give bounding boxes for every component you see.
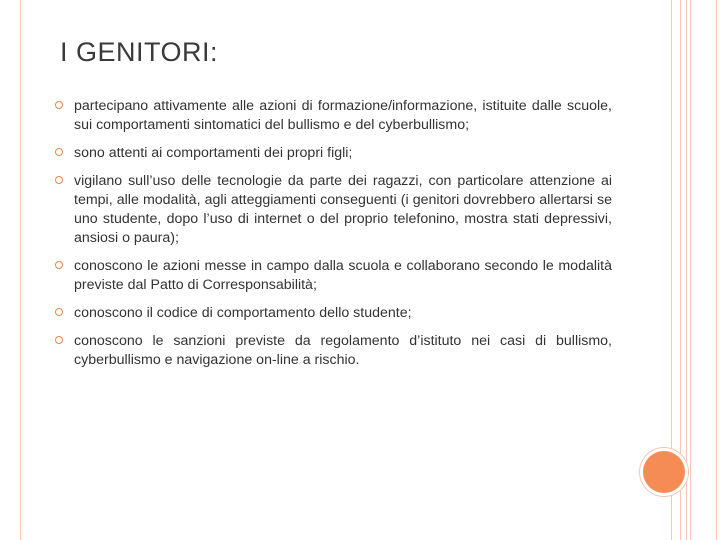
bullet-list: [52, 97, 612, 379]
list-item: [52, 172, 612, 248]
list-item-text: conoscono le sanzioni previste da regolamento d’istituto nei casi di bullismo, cyberbullismo e navigazione on-line a rischio.: [74, 333, 612, 368]
decorative-rail: [686, 0, 687, 540]
circle-outline-icon: [55, 101, 63, 109]
circle-outline-icon: [55, 308, 63, 316]
list-item-text: conoscono il codice di comportamento dello studente;: [74, 305, 412, 321]
list-item-text: partecipano attivamente alle azioni di formazione/informazione, istituite dalle scuole, sui comportamenti sintomatici del bullismo e del cyberbullismo;: [74, 98, 612, 133]
list-item: [52, 97, 612, 135]
slide-title: I GENITORI:: [60, 37, 219, 67]
list-item: [52, 257, 612, 295]
list-item-text: vigilano sull’uso delle tecnologie da parte dei ragazzi, con particolare attenzione ai tempi, alle modalità, agli atteggiamenti conseguenti (i genitori dovrebbero allertarsi se uno studente, dopo l’uso di internet o del proprio telefonino, mostra stati depressivi, ansiosi o paura);: [74, 173, 612, 246]
list-item: [52, 304, 612, 323]
list-item-text: sono attenti ai comportamenti dei propri figli;: [74, 145, 353, 161]
circle-outline-icon: [55, 336, 63, 344]
list-item: [52, 144, 612, 163]
list-item: [52, 332, 612, 370]
list-item-text: conoscono le azioni messe in campo dalla scuola e collaborano secondo le modalità previste dal Patto di Corresponsabilità;: [74, 258, 612, 293]
decorative-rail: [716, 0, 717, 540]
circle-outline-icon: [55, 176, 63, 184]
circle-outline-icon: [55, 148, 63, 156]
orange-circle-icon: [643, 451, 685, 493]
circle-outline-icon: [55, 261, 63, 269]
decorative-rail: [690, 0, 691, 540]
